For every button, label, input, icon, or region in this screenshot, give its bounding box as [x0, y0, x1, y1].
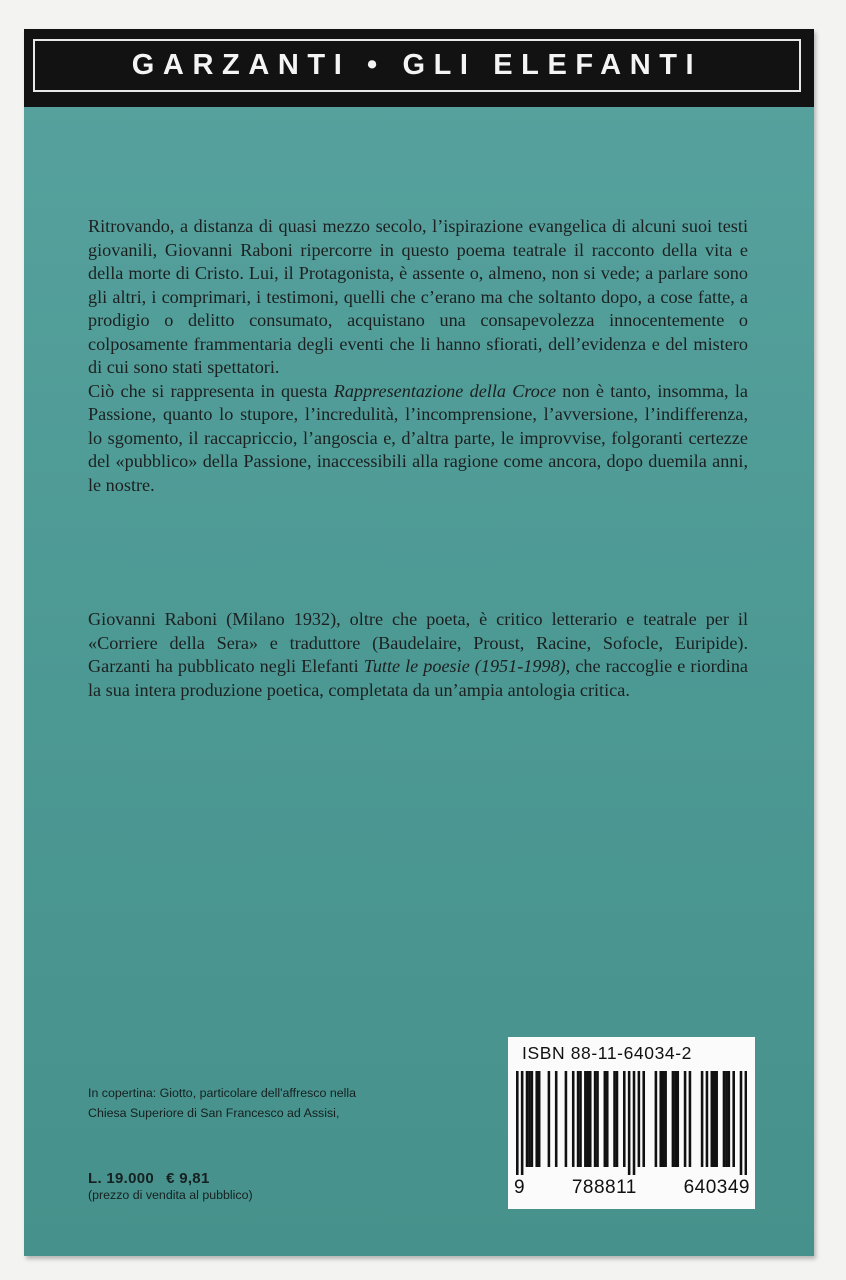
barcode-bar — [642, 1071, 645, 1167]
blurb-p2-start: Ciò che si rappresenta in questa — [88, 380, 334, 401]
barcode-bar — [713, 1071, 716, 1167]
barcode-bar — [584, 1071, 587, 1167]
barcode-bar — [577, 1071, 580, 1167]
price-note: (prezzo di vendita al pubblico) — [88, 1188, 253, 1202]
author-bio — [88, 608, 748, 702]
isbn-barcode-box — [508, 1037, 755, 1209]
bio-paragraph — [88, 608, 748, 702]
publisher-banner — [24, 29, 814, 107]
barcode-bar — [587, 1071, 590, 1167]
barcode-bar — [659, 1071, 662, 1167]
barcode-bar — [689, 1071, 692, 1167]
barcode-bar — [548, 1071, 551, 1167]
book-blurb — [88, 215, 748, 497]
barcode-bar — [633, 1071, 636, 1175]
isbn-label: ISBN 88-11-64034-2 — [522, 1043, 693, 1063]
barcode-bar — [606, 1071, 609, 1167]
barcode-bar — [579, 1071, 582, 1167]
barcode-bar — [628, 1071, 631, 1175]
barcode-bar — [723, 1071, 726, 1167]
barcode-bar — [572, 1071, 575, 1167]
barcode-bar — [531, 1071, 534, 1167]
cover-credit-line-1: In copertina: Giotto, particolare dell'affresco nella — [88, 1086, 356, 1100]
ean-right-group: 640349 — [683, 1177, 750, 1198]
barcode-bar — [711, 1071, 714, 1167]
price-euro: € 9,81 — [166, 1170, 210, 1187]
barcode-bar — [589, 1071, 592, 1167]
barcode-bar — [664, 1071, 667, 1167]
barcode-bar — [516, 1071, 519, 1175]
barcode-bar — [701, 1071, 704, 1167]
barcode-bar — [745, 1071, 747, 1175]
barcode-bar — [535, 1071, 538, 1167]
barcode-bar — [715, 1071, 718, 1167]
bio-end: , che raccoglie e riordina la sua intera produzione poetica, completata da un’ampia antologia critica. — [88, 656, 748, 700]
barcode — [516, 1071, 747, 1175]
barcode-bar — [565, 1071, 568, 1167]
ean-left-group: 788811 — [571, 1177, 637, 1198]
barcode-bar — [732, 1071, 735, 1167]
barcode-bar — [613, 1071, 616, 1167]
price-block — [88, 1170, 253, 1202]
barcode-bar — [596, 1071, 599, 1167]
barcode-bar — [604, 1071, 607, 1167]
bio-start: Giovanni Raboni (Milano 1932), oltre che poeta, è critico letterario e teatrale per il «Corriere della Sera» e traduttore (Baudelaire, Proust, Racine, Sofocle, Euripide). Garzanti ha pubblicato negli Elefanti — [88, 609, 748, 676]
barcode-bar — [740, 1071, 743, 1175]
barcode-bar — [528, 1071, 531, 1167]
barcode-bar — [655, 1071, 658, 1167]
book-back-cover — [24, 29, 814, 1256]
cover-credit-line-2: Chiesa Superiore di San Francesco ad Assisi, — [88, 1106, 340, 1120]
barcode-bar — [706, 1071, 709, 1167]
barcode-bar — [594, 1071, 597, 1167]
barcode-bar — [684, 1071, 687, 1167]
ean-first-digit: 9 — [514, 1177, 526, 1198]
bio-title-italic: Tutte le poesie (1951-1998) — [363, 656, 566, 676]
barcode-bar — [521, 1071, 524, 1175]
cover-credit — [88, 1083, 448, 1123]
barcode-bar — [538, 1071, 541, 1167]
barcode-bar — [676, 1071, 679, 1167]
blurb-p2-end: non è tanto, insomma, la Passione, quanto lo stupore, l’incredulità, l’incomprensione, l’avversione, l’indifferenza, lo sgomento, il raccapriccio, l’angoscia e, d’altra parte, le improvvise, folgoranti certezze del «pubblico» della Passione, inaccessibili alla ragione come ancora, dopo duemila anni, le nostre. — [88, 380, 749, 495]
ean-digits — [514, 1177, 750, 1199]
barcode-bar — [728, 1071, 731, 1167]
price-lire: L. 19.000 — [88, 1170, 155, 1187]
barcode-bar — [638, 1071, 641, 1167]
blurb-paragraph-1: Ritrovando, a distanza di quasi mezzo secolo, l’ispirazione evangelica di alcuni suoi testi giovanili, Giovanni Raboni ripercorre in questo poema teatrale il racconto della vita e della morte di Cristo. Lui, il Protagonista, è assente o, almeno, non si vede; a parlare sono gli altri, i comprimari, i testimoni, quelli che c’erano ma che soltanto dopo, a cose fatte, a prodigio o delitto consumato, acquistano una consapevolezza innocentemente o colposamente frammentaria degli eventi che li hanno sfiorati, dell’evidenza e del mistero di cui sono stati spettatori. — [88, 216, 748, 377]
barcode-bar — [674, 1071, 677, 1167]
series-title: GARZANTI • GLI ELEFANTI — [131, 49, 703, 81]
blurb-paragraph-2 — [88, 380, 748, 498]
barcode-bar — [623, 1071, 626, 1167]
barcode-bar — [672, 1071, 675, 1167]
barcode-bar — [555, 1071, 558, 1167]
banner-frame — [33, 39, 801, 92]
blurb-title-italic: Rappresentazione della Croce — [333, 380, 557, 401]
barcode-bar — [526, 1071, 529, 1167]
barcode-bar — [725, 1071, 728, 1167]
barcode-bar — [616, 1071, 619, 1167]
price-line — [88, 1170, 253, 1187]
barcode-bar — [662, 1071, 665, 1167]
